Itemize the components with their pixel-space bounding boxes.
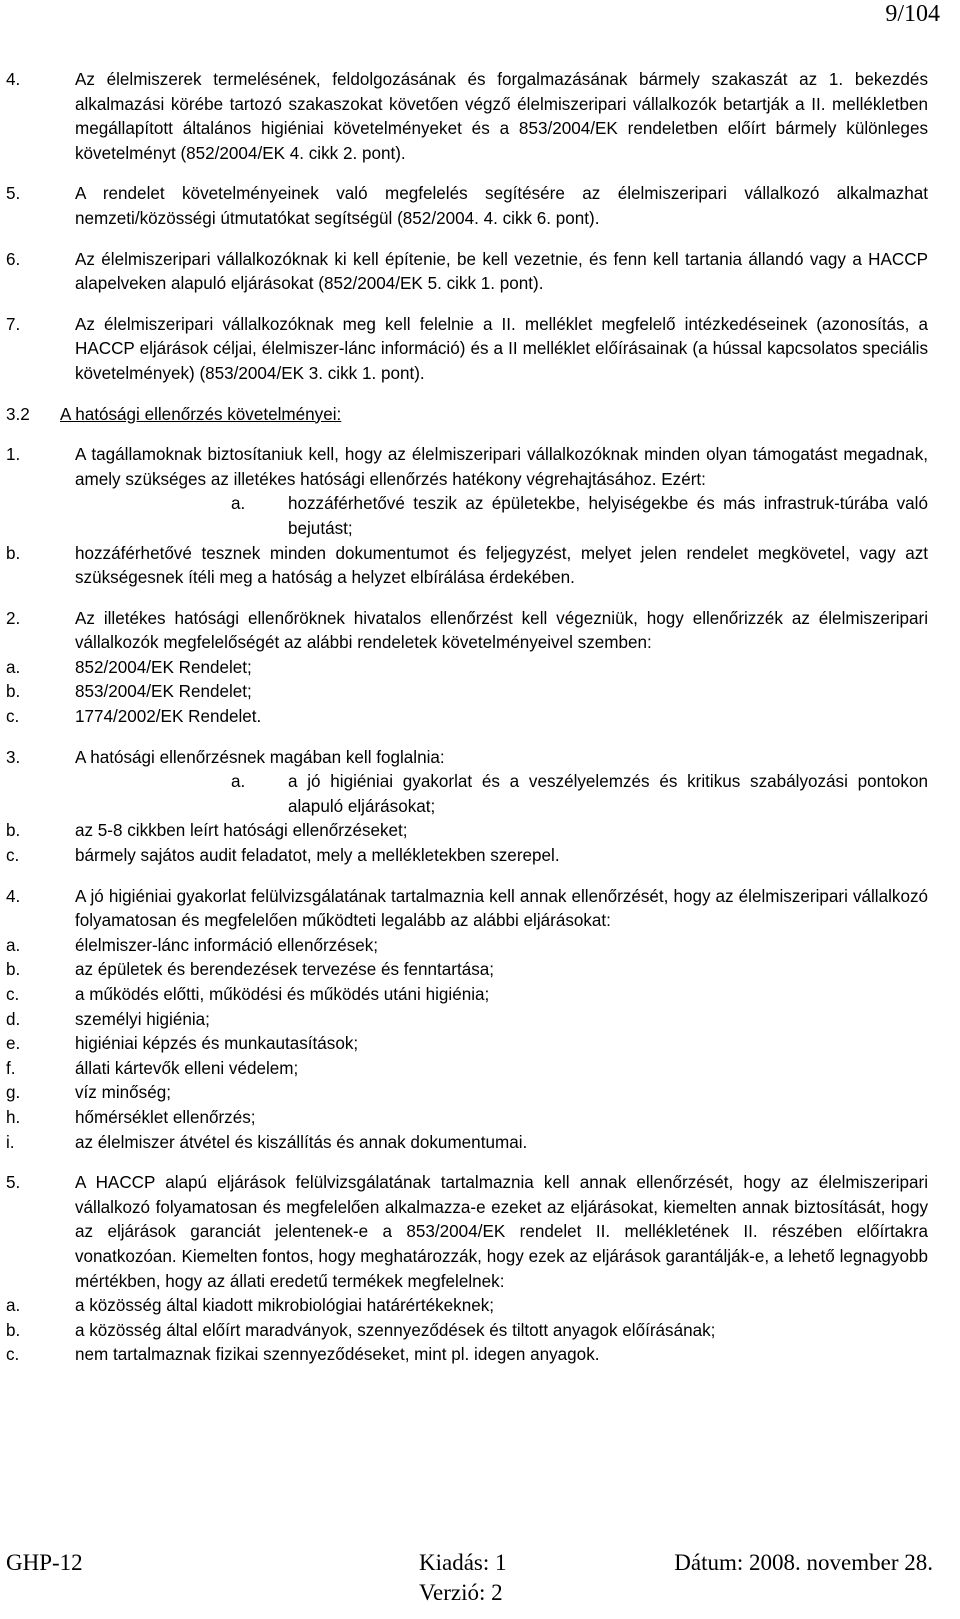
item-text: higiéniai képzés és munkautasítások; bbox=[75, 1034, 359, 1054]
item-marker: a. bbox=[6, 657, 21, 677]
item-text: A rendelet követelményeinek való megfelelés segítésére az élelmiszeripari vállalkozó alkalmazhat nemzeti/közösségi útmutatókat segítségül (852/2004. 4. cikk 6. pont). bbox=[75, 184, 928, 228]
item-marker: c. bbox=[6, 985, 20, 1004]
paragraph-spacer bbox=[0, 427, 960, 443]
item-marker: 1. bbox=[6, 445, 21, 465]
list-item bbox=[0, 1081, 960, 1106]
footer-version: Verzió: 2 bbox=[419, 1580, 503, 1605]
sub-list-item bbox=[0, 770, 960, 819]
page-number: 9/104 bbox=[885, 1, 940, 27]
item-text: hőmérséklet ellenőrzés; bbox=[75, 1107, 256, 1127]
paragraph-spacer bbox=[0, 591, 960, 607]
item-text: az 5-8 cikkben leírt hatósági ellenőrzéseket; bbox=[75, 821, 408, 841]
item-text: A tagállamoknak biztosítaniuk kell, hogy az élelmiszeripari vállalkozóknak minden olyan támogatást megadnak, amely szükséges az illetékes hatósági ellenőrzés hatékony végrehajtásához. Ezért: bbox=[75, 445, 928, 489]
list-item bbox=[0, 885, 960, 934]
item-marker: e. bbox=[6, 1034, 21, 1054]
list-item bbox=[0, 1319, 960, 1344]
paragraph-spacer bbox=[0, 387, 960, 403]
item-text: a közösség által kiadott mikrobiológiai határértékeknek; bbox=[75, 1296, 495, 1316]
item-text: a működés előtti, működési és működés utáni higiénia; bbox=[75, 985, 490, 1004]
item-marker: 6. bbox=[6, 249, 21, 269]
list-item bbox=[0, 1171, 960, 1294]
item-text: a közösség által előírt maradványok, szennyeződések és tiltott anyagok előírásának; bbox=[75, 1320, 716, 1340]
item-marker: b. bbox=[6, 543, 21, 563]
item-marker: b. bbox=[6, 821, 21, 841]
item-marker: 5. bbox=[6, 1173, 21, 1193]
item-marker: f. bbox=[6, 1058, 16, 1078]
item-marker: 7. bbox=[6, 314, 21, 334]
list-item bbox=[0, 542, 960, 591]
item-marker: i. bbox=[6, 1132, 15, 1152]
item-marker: 4. bbox=[6, 70, 21, 89]
item-text: nem tartalmaznak fizikai szennyeződéseket, mint pl. idegen anyagok. bbox=[75, 1345, 600, 1365]
list-item bbox=[0, 958, 960, 983]
item-text: hozzáférhetővé teszik az épületekbe, helyiségekbe és más infrastruk-túrába való bejutást; bbox=[288, 494, 928, 538]
item-text: 852/2004/EK Rendelet; bbox=[75, 657, 252, 677]
item-marker: 3.2 bbox=[6, 404, 30, 424]
item-text: A hatósági ellenőrzésnek magában kell foglalnia: bbox=[75, 747, 445, 767]
list-item bbox=[0, 1294, 960, 1319]
item-marker: 2. bbox=[6, 608, 21, 628]
list-item bbox=[0, 983, 960, 1008]
list-item bbox=[0, 1106, 960, 1131]
item-text: A HACCP alapú eljárások felülvizsgálatának tartalmaznia kell annak ellenőrzését, hogy az élelmiszeripari vállalkozó folyamatosan és megfelelően alkalmazza-e ezeket az eljárásokat, kiemelten annak biztosítását, hogy az eljárások garanciát jelentenek-e a 853/2004/EK rendelet II. mellékletének II. részében előírtakra vonatkozóan. Kiemelten fontos, hogy meghatározzák, hogy ezek az eljárások garantálják-e, a lehető legnagyobb mértékben, hogy az állati eredetű termékek megfelelnek: bbox=[75, 1173, 928, 1291]
document-body bbox=[0, 68, 960, 1368]
list-item bbox=[0, 607, 960, 656]
item-marker: 5. bbox=[6, 184, 21, 204]
item-marker: 4. bbox=[6, 886, 21, 906]
item-text: A jó higiéniai gyakorlat felülvizsgálatának tartalmaznia kell annak ellenőrzését, hogy az élelmiszeripari vállalkozó folyamatosan és megfelelően működteti legalább az alábbi eljárásokat: bbox=[75, 886, 928, 931]
item-marker: b. bbox=[6, 960, 21, 980]
list-item bbox=[0, 68, 960, 166]
list-item bbox=[0, 819, 960, 844]
list-item bbox=[0, 1343, 960, 1368]
item-text: az élelmiszer átvétel és kiszállítás és annak dokumentumai. bbox=[75, 1132, 528, 1152]
item-text: víz minőség; bbox=[75, 1083, 171, 1103]
item-marker: a. bbox=[6, 935, 21, 955]
list-item bbox=[0, 443, 960, 492]
item-marker: h. bbox=[6, 1107, 21, 1127]
item-marker: g. bbox=[6, 1083, 21, 1103]
list-item bbox=[0, 248, 960, 297]
item-text: élelmiszer-lánc információ ellenőrzések; bbox=[75, 935, 379, 955]
item-marker: b. bbox=[6, 1320, 21, 1340]
item-text: Az élelmiszeripari vállalkozóknak meg kell felelnie a II. melléklet megfelelő intézkedéseinek (azonosítás, a HACCP eljárások céljai, élelmiszer-lánc információ) és a II melléklet előírásainak (a hússal kapcsolatos speciális követelmények) (853/2004/EK 3. cikk 1. pont). bbox=[75, 314, 928, 383]
paragraph-spacer bbox=[0, 1155, 960, 1171]
item-text: Az élelmiszerek termelésének, feldolgozásának és forgalmazásának bármely szakaszát az 1. bekezdés alkalmazási körébe tartozó szakaszokat követően végző élelmiszeripari vállalkozók betartják a II. mellékletben megállapított általános higiéniai követelményeket és a 853/2004/EK rendeletben előírt bármely különleges követelményt (852/2004/EK 4. cikk 2. pont). bbox=[75, 70, 928, 163]
list-item bbox=[0, 182, 960, 231]
paragraph-spacer bbox=[0, 166, 960, 182]
item-text: bármely sajátos audit feladatot, mely a mellékletekben szerepel. bbox=[75, 846, 560, 866]
item-text: állati kártevők elleni védelem; bbox=[75, 1058, 299, 1078]
paragraph-spacer bbox=[0, 730, 960, 746]
footer-date: Dátum: 2008. november 28. bbox=[674, 1550, 933, 1575]
paragraph-spacer bbox=[0, 232, 960, 248]
item-text: hozzáférhetővé tesznek minden dokumentumot és feljegyzést, melyet jelen rendelet megkövetel, vagy azt szükségesnek ítéli meg a hatóság a helyzet elbírálása érdekében. bbox=[75, 543, 928, 588]
paragraph-spacer bbox=[0, 297, 960, 313]
item-marker: d. bbox=[6, 1009, 21, 1029]
section-heading bbox=[0, 403, 960, 428]
sub-list-item bbox=[0, 492, 960, 541]
list-item bbox=[0, 746, 960, 771]
item-text: a jó higiéniai gyakorlat és a veszélyelemzés és kritikus szabályozási pontokon alapuló eljárásokat; bbox=[288, 772, 928, 816]
item-marker: a. bbox=[231, 494, 246, 514]
list-item bbox=[0, 1008, 960, 1033]
list-item bbox=[0, 313, 960, 387]
list-item bbox=[0, 934, 960, 959]
paragraph-spacer bbox=[0, 869, 960, 885]
footer-edition: Kiadás: 1 bbox=[419, 1550, 507, 1575]
list-item bbox=[0, 656, 960, 681]
item-text: A hatósági ellenőrzés követelményei: bbox=[60, 404, 342, 424]
item-text: az épületek és berendezések tervezése és fenntartása; bbox=[75, 960, 495, 980]
list-item bbox=[0, 844, 960, 869]
item-text: 1774/2002/EK Rendelet. bbox=[75, 707, 262, 727]
item-text: 853/2004/EK Rendelet; bbox=[75, 682, 252, 702]
item-text: személyi higiénia; bbox=[75, 1009, 210, 1029]
item-marker: c. bbox=[6, 1345, 20, 1365]
list-item bbox=[0, 705, 960, 730]
list-item bbox=[0, 1032, 960, 1057]
footer-doc-code: GHP-12 bbox=[6, 1550, 83, 1575]
list-item bbox=[0, 1131, 960, 1156]
item-text: Az illetékes hatósági ellenőröknek hivatalos ellenőrzést kell végezniük, hogy ellenőrizzék az élelmiszeripari vállalkozók megfelelőségét az alábbi rendeletek követelményeivel szemben: bbox=[75, 608, 928, 653]
item-marker: 3. bbox=[6, 747, 21, 767]
list-item bbox=[0, 1057, 960, 1082]
item-marker: b. bbox=[6, 682, 21, 702]
item-marker: c. bbox=[6, 846, 20, 866]
item-text: Az élelmiszeripari vállalkozóknak ki kell építenie, be kell vezetnie, és fenn kell tartania állandó vagy a HACCP alapelveken alapuló eljárásokat (852/2004/EK 5. cikk 1. pont). bbox=[75, 249, 928, 294]
item-marker: a. bbox=[231, 772, 246, 792]
list-item bbox=[0, 680, 960, 705]
item-marker: c. bbox=[6, 707, 20, 727]
item-marker: a. bbox=[6, 1296, 21, 1316]
